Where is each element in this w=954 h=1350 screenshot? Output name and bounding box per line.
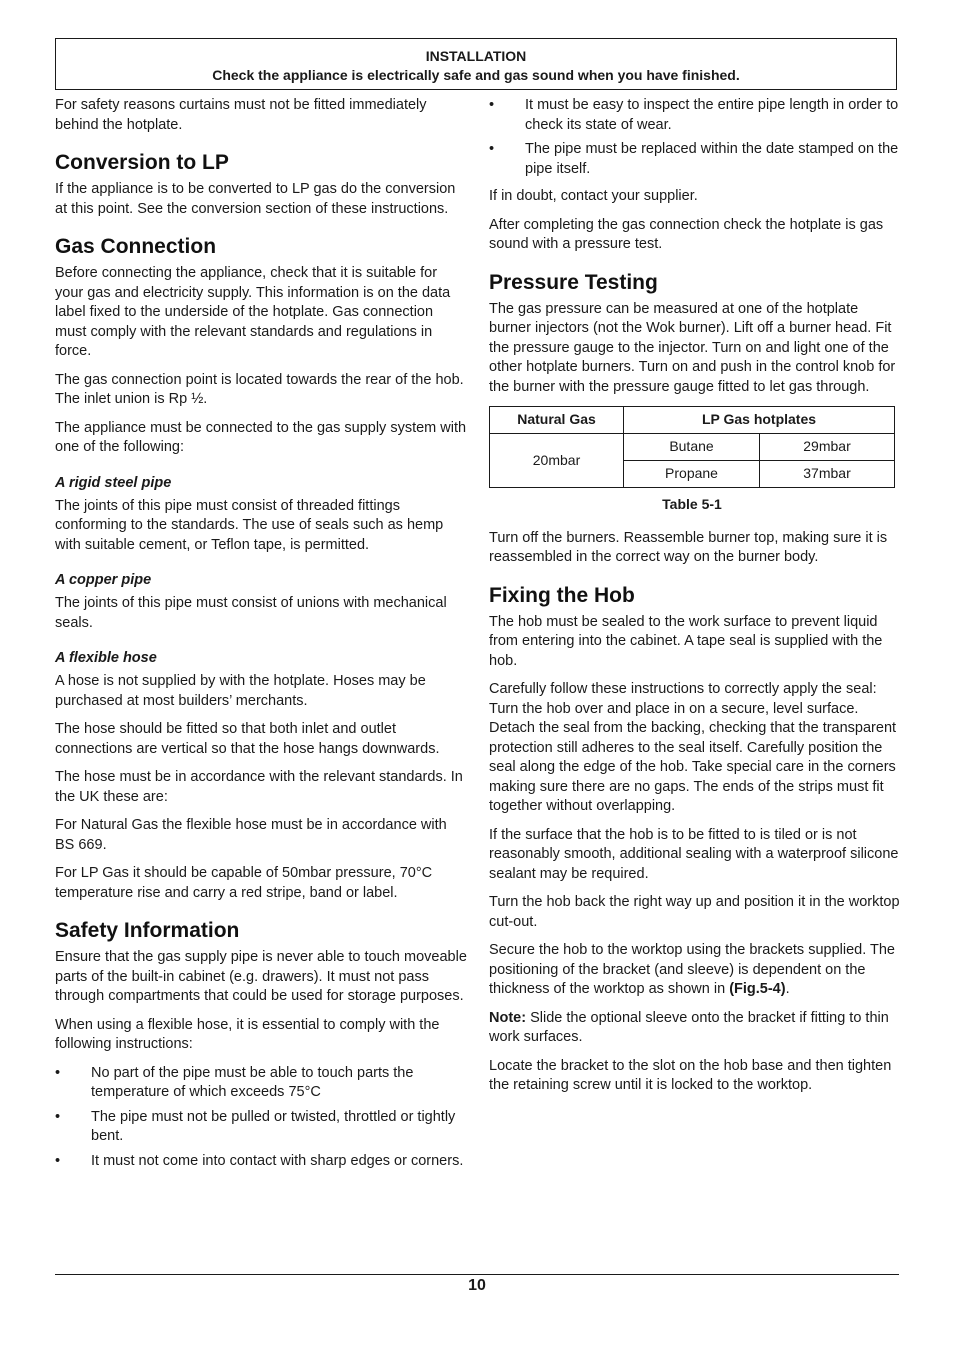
after-text: After completing the gas connection check the hotplate is gas sound with a pressure test. <box>489 216 884 252</box>
copper-pipe-heading: A copper pipe <box>55 572 152 588</box>
safety-paragraph-1: Ensure that the gas supply pipe is never able to touch moveable parts of the built-in cabinet (e.g. drawers). It must not pass through compartments that could be used for storage purposes. <box>55 949 467 1004</box>
copper-pipe-text: The joints of this pipe must consist of unions with mechanical seals. <box>55 595 447 631</box>
hose-paragraph-4: For Natural Gas the flexible hose must be in accordance with BS 669. <box>55 817 447 853</box>
turn-off-text: Turn off the burners. Reassemble burner top, making sure it is reassembled in the correct way on the burner body. <box>489 529 888 565</box>
header-box <box>55 38 897 90</box>
page-number: 10 <box>468 1277 486 1294</box>
gas-paragraph-1: Before connecting the appliance, check that it is suitable for your gas and electricity supply. This information is on the data label fixed to the underside of the hotplate. Gas connection must comply with the relevant standards and regulations in force. <box>55 265 451 359</box>
fixing-paragraph-3: If the surface that the hob is to be fitted to is tiled or is not reasonably smooth, additional sealing with a waterproof silicone sealant may be required. <box>489 826 899 882</box>
hose-paragraph-1: A hose is not supplied by with the hotplate. Hoses may be purchased at most builders’ merchants. <box>55 673 426 709</box>
fixing-paragraph-1: The hob must be sealed to the work surface to prevent liquid from entering into the cabinet. A tape seal is supplied with the hob. <box>489 613 883 669</box>
note-paragraph: Note: Slide the optional sleeve onto the bracket if fitting to thin work surfaces. <box>489 1009 889 1045</box>
pressure-testing-heading: Pressure Testing <box>489 270 658 294</box>
table-cell-propane: Propane <box>624 461 760 488</box>
fixing-paragraph-5: Secure the hob to the worktop using the brackets supplied. The positioning of the bracket (and sleeve) is dependent on the thickness of the worktop as shown in (Fig.5-4). <box>489 942 895 997</box>
right-column <box>489 96 901 1105</box>
hose-paragraph-3: The hose must be in accordance with the relevant standards. In the UK these are: <box>55 769 463 805</box>
safety-bullet-list <box>55 1064 467 1172</box>
table-cell-propane-value: 37mbar <box>760 461 895 488</box>
bullet-icon: • <box>55 1064 61 1081</box>
pressure-table <box>489 406 895 488</box>
table-header-natural-gas: Natural Gas <box>490 407 624 434</box>
rigid-pipe-text: The joints of this pipe must consist of threaded fittings conforming to the standards. The use of seals such as hemp with suitable cement, or Teflon tape, is permitted. <box>55 497 444 553</box>
doubt-text: If in doubt, contact your supplier. <box>489 188 698 204</box>
table-cell-butane-value: 29mbar <box>760 434 895 461</box>
flexible-hose-heading: A flexible hose <box>55 650 157 666</box>
table-row <box>490 434 895 461</box>
list-item: • It must not come into contact with sharp edges or corners. <box>55 1152 467 1172</box>
rigid-pipe-heading: A rigid steel pipe <box>55 474 172 491</box>
table-cell-butane: Butane <box>624 434 760 461</box>
list-item: • The pipe must not be pulled or twisted, throttled or tightly bent. <box>55 1108 456 1144</box>
list-item: • The pipe must be replaced within the date stamped on the pipe itself. <box>489 141 899 177</box>
header-subtitle: Check the appliance is electrically safe and gas sound when you have finished. <box>212 67 740 83</box>
list-item: • No part of the pipe must be able to touch parts the temperature of which exceeds 75°C <box>55 1064 414 1100</box>
header-title: INSTALLATION <box>425 48 527 64</box>
hose-paragraph-2: The hose should be fitted so that both inlet and outlet connections are vertical so that the hose hangs downwards. <box>55 721 440 757</box>
note-label: Note: <box>489 1009 527 1026</box>
gas-paragraph-2: The gas connection point is located towards the rear of the hob. The inlet union is Rp ½. <box>55 371 464 407</box>
bullet-icon: • <box>55 1152 61 1169</box>
fixing-heading: Fixing the Hob <box>489 583 635 607</box>
hose-paragraph-5: For LP Gas it should be capable of 50mbar pressure, 70°C temperature rise and carry a red stripe, band or label. <box>55 865 433 901</box>
fixing-paragraph-7: Locate the bracket to the slot on the hob base and then tighten the retaining screw until it is locked to the worktop. <box>489 1057 892 1093</box>
safety-paragraph-2: When using a flexible hose, it is essential to comply with the following instructions: <box>55 1016 440 1052</box>
fixing-paragraph-4: Turn the hob back the right way up and position it in the worktop cut-out. <box>489 894 900 930</box>
left-column <box>55 96 467 1179</box>
table-caption: Table 5-1 <box>662 496 722 512</box>
figure-reference: (Fig.5-4) <box>729 981 786 997</box>
conversion-text: If the appliance is to be converted to LP gas do the conversion at this point. See the conversion section of these instructions. <box>55 181 456 217</box>
table-row <box>490 407 895 434</box>
list-item: • It must be easy to inspect the entire pipe length in order to check its state of wear. <box>489 97 899 133</box>
fixing-paragraph-2: Carefully follow these instructions to correctly apply the seal: Turn the hob over and place in on a secure, level surface. Detach the seal from the backing, checking that the transparent protection still adheres to the seal itself. Carefully position the seal along the edge of the hob. Take special care in the corners making sure there are no gaps. The ends of the strips must fit together without overlapping. <box>489 681 897 814</box>
table-cell-natural-value: 20mbar <box>490 434 624 488</box>
conversion-heading: Conversion to LP <box>55 151 229 174</box>
gas-paragraph-3: The appliance must be connected to the gas supply system with one of the following: <box>55 419 467 455</box>
footer-rule <box>55 1274 899 1275</box>
gas-connection-heading: Gas Connection <box>55 235 217 258</box>
table-header-lp-gas: LP Gas hotplates <box>624 407 895 434</box>
bullet-icon: • <box>489 141 495 157</box>
bullet-icon: • <box>55 1108 61 1125</box>
pressure-text: The gas pressure can be measured at one of the hotplate burner injectors (not the Wok burner). Lift off a burner head. Fit the pressure gauge to the injector. Turn on and light one of the other hotplate burners. Turn on and push in the control knob for the burner with the pressure gauge fitted to let gas through. <box>489 300 896 395</box>
bullet-icon: • <box>489 97 495 113</box>
safety-heading: Safety Information <box>55 919 240 942</box>
hose-bullet-list <box>489 96 901 179</box>
intro-text: For safety reasons curtains must not be fitted immediately behind the hotplate. <box>55 97 427 133</box>
